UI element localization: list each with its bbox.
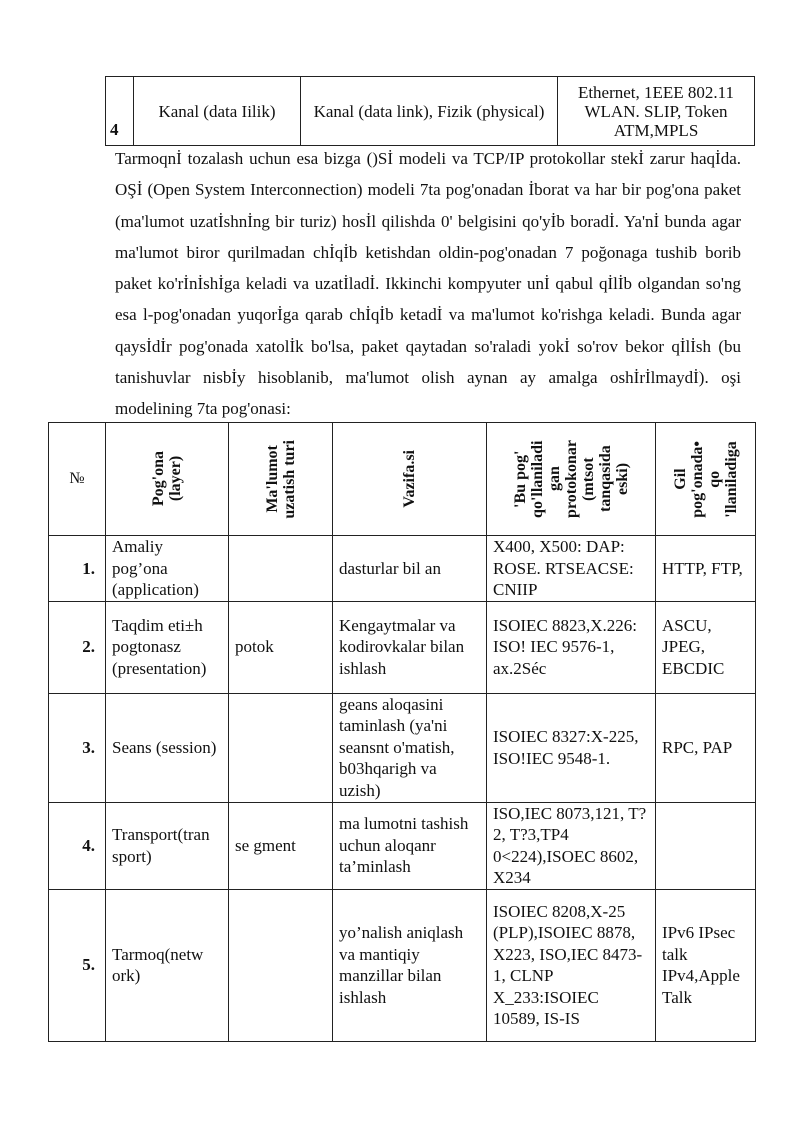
table-row: [49, 802, 756, 889]
task-cell: dasturlar bil an: [333, 536, 487, 602]
row-number: 2.: [49, 601, 106, 693]
row-number: 5.: [49, 889, 106, 1041]
top-table: [105, 76, 755, 146]
row-number: 4: [106, 77, 134, 146]
layer-cell: Tarmoq(netw ork): [106, 889, 229, 1041]
table-header-row: [49, 423, 756, 536]
row-number: 3.: [49, 693, 106, 802]
header-layer-text: Pog'ona (layer): [150, 451, 184, 507]
task-cell: Kengaytmalar va kodirovkalar bilan ishlash: [333, 601, 487, 693]
row-number: 1.: [49, 536, 106, 602]
unit-cell: potok: [229, 601, 333, 693]
used-cell: RPC, PAP: [656, 693, 756, 802]
used-cell: HTTP, FTP,: [656, 536, 756, 602]
layer-cell: Kanal (data Iilik): [134, 77, 301, 146]
unit-cell: [229, 889, 333, 1041]
header-unit: [229, 423, 333, 536]
task-cell: yo’nalish aniqlash va mantiqiy manzillar bilan ishlash: [333, 889, 487, 1041]
unit-cell: [229, 693, 333, 802]
header-protocols-text: 'Bu pog' qo'llaniladi gan protokonar (mtsot tanqasida eski): [511, 440, 631, 518]
header-used: [656, 423, 756, 536]
osi-layers-table: [48, 422, 756, 1042]
task-cell: geans aloqasini taminlash (ya'ni seansnt o'matish, b03hqarigh va uzish): [333, 693, 487, 802]
table-row: [49, 889, 756, 1041]
table-row: [49, 693, 756, 802]
layer-cell: Seans (session): [106, 693, 229, 802]
body-paragraph: Tarmoqnİ tozalash uchun esa bizga ()Sİ modeli va TCP/IP protokollar stekİ zarur haqİda. OŞİ (Open System Interconnection) modeli 7ta pog'onadan İborat va har bir pog'ona paket (ma'lumot uzatİshnİng bir turiz) hosİl qilishda 0' belgisini qo'yİb boradİ. Ya'nİ bunda agar ma'lumot biror qurilmadan chİqİb ketishdan oldin-pog'onadan 7 poğonaga tushib borib paket ko'rİnİshİga keladi va uzatİladİ. Ikkinchi kompyuter unİ qabul qİlİb olgandan so'ng esa l-pog'onadan yuqorİga qarab chİqİb ketadİ va ma'lumot ko'rishga keladi. Bunda agar qaysİdİr pog'onada xatolİk bo'lsa, paket qaytadan so'raladi yokİ so'rov bekor qİlİsh (bu tanishuvlar nisbİy hisoblanib, ma'lumot olish aynan ay amalga oshİrİlmaydİ). oşi modelining 7ta pog'onasi:: [115, 149, 741, 419]
table-row: [49, 601, 756, 693]
layer-cell: Taqdim eti±h pogtonasz (presentation): [106, 601, 229, 693]
protocols-cell: ISOIEC 8823,X.226: ISO! IEC 9576-1, ax.2Séc: [487, 601, 656, 693]
task-cell: ma lumotni tashish uchun aloqanr ta’minlash: [333, 802, 487, 889]
header-task-text: Vazifa.si: [401, 450, 418, 508]
used-cell: ASCU, JPEG, EBCDIC: [656, 601, 756, 693]
header-number: №: [49, 423, 106, 536]
protocols-cell: ISOIEC 8327:X-225, ISO!IEC 9548-1.: [487, 693, 656, 802]
protocols-cell: ISO,IEC 8073,121, T?2, T?3,TP4 0<224),ISOEC 8602, X234: [487, 802, 656, 889]
used-cell: [656, 802, 756, 889]
protocol-cell: Ethernet, 1EEE 802.11 WLAN. SLIP, Token ATM,MPLS: [558, 77, 755, 146]
header-unit-text: Ma'lumot uzatish turi: [263, 439, 298, 519]
unit-cell: se gment: [229, 802, 333, 889]
layer-cell: Transport(tran sport): [106, 802, 229, 889]
layer-cell: Amaliy pog’ona (application): [106, 536, 229, 602]
header-used-text: Gil pog'onada• qo 'llaniladiga: [671, 440, 740, 518]
used-cell: IPv6 IPsec talk IPv4,Apple Talk: [656, 889, 756, 1041]
protocols-cell: X400, X500: DAP: ROSE. RTSEACSE: CNIIP: [487, 536, 656, 602]
layer-cell: Kanal (data link), Fizik (physical): [301, 77, 558, 146]
unit-cell: [229, 536, 333, 602]
header-layer: [106, 423, 229, 536]
header-protocols: [487, 423, 656, 536]
header-task: [333, 423, 487, 536]
protocols-cell: ISOIEC 8208,X-25 (PLP),ISOIEC 8878, X223, ISO,IEC 8473-1, CLNP X_233:ISOIEC 10589, IS-IS: [487, 889, 656, 1041]
row-number: 4.: [49, 802, 106, 889]
table-row: [49, 536, 756, 602]
table-row: [106, 77, 755, 146]
